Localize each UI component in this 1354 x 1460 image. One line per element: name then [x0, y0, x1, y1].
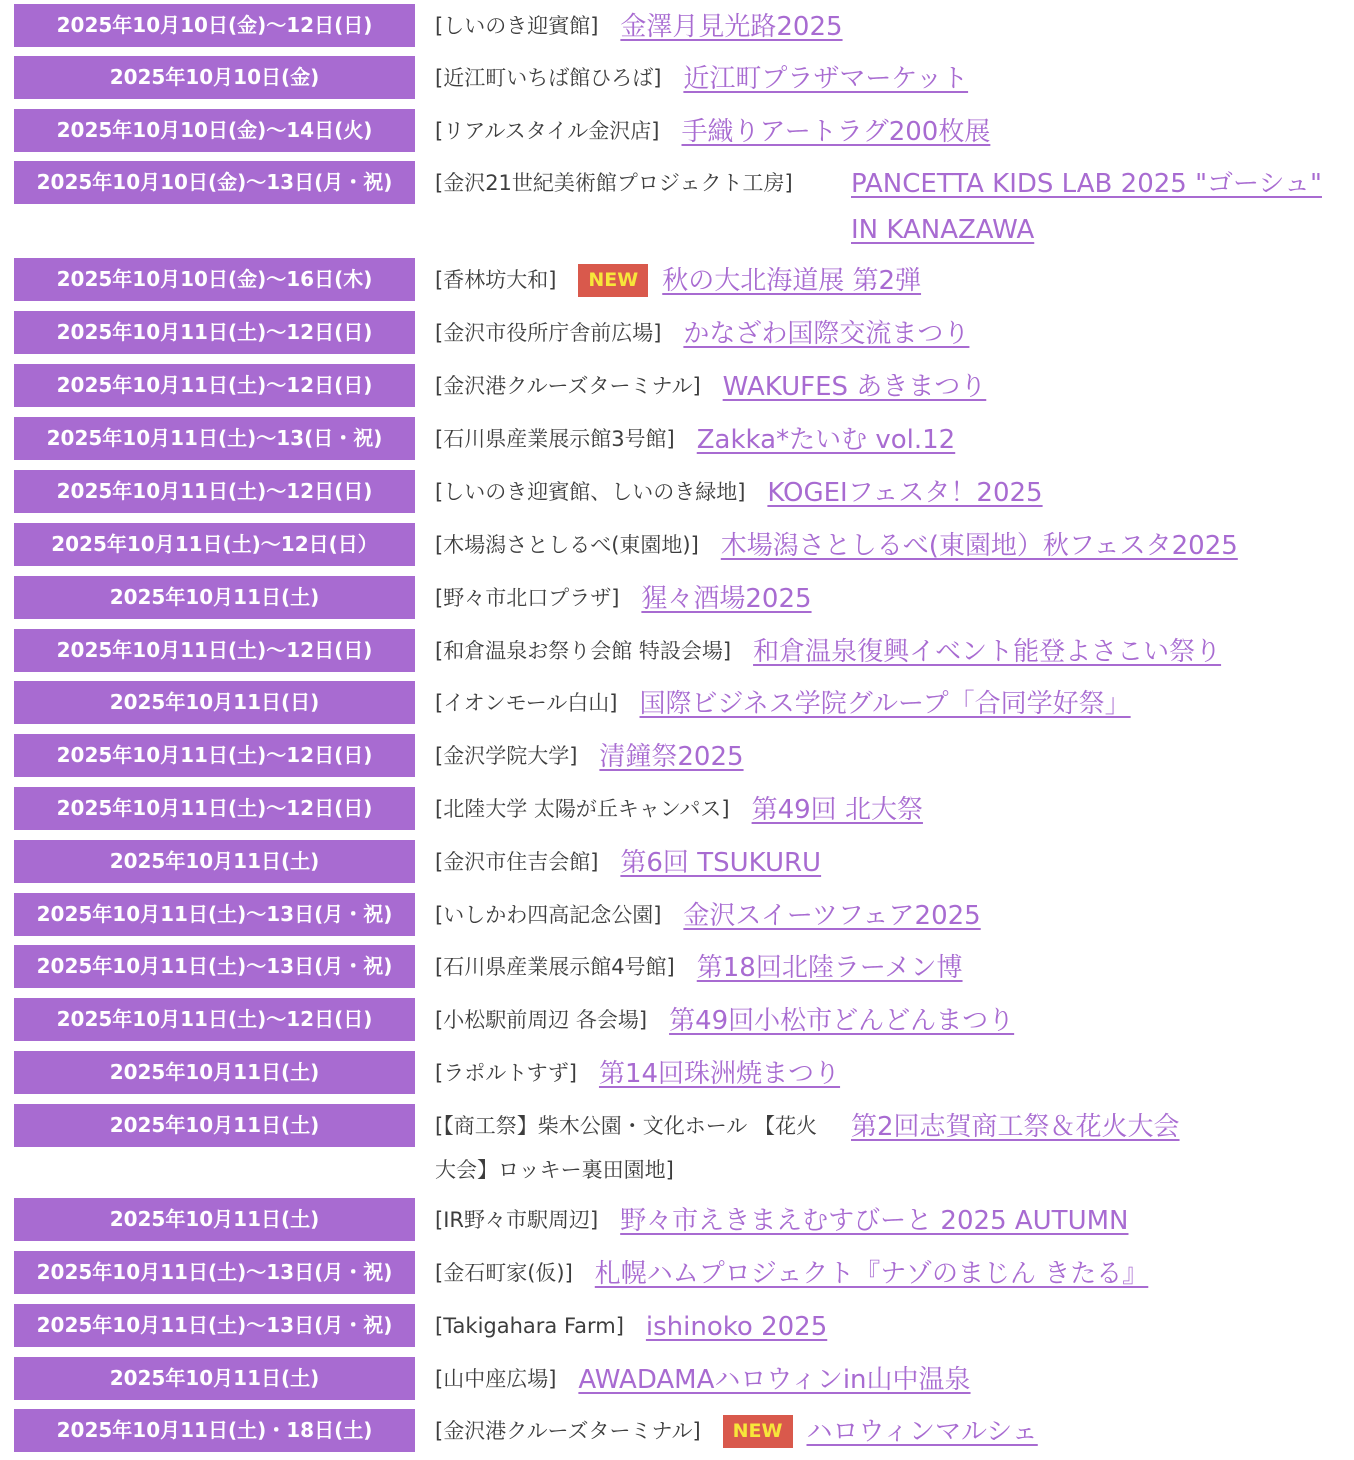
event-info: [435, 681, 1324, 727]
event-info: [435, 311, 1324, 357]
event-title-link[interactable]: 和倉温泉復興イベント能登よさこい祭り: [753, 637, 1222, 667]
event-venue: [野々市北口プラザ]: [435, 586, 620, 610]
event-info: [435, 945, 1324, 991]
event-title-link[interactable]: ハロウィンマルシェ: [806, 1417, 1038, 1447]
event-venue: [木場潟さとしるべ(東園地)]: [435, 533, 699, 557]
event-title-link[interactable]: ishinoko 2025: [645, 1312, 828, 1342]
event-date-label: 2025年10月11日(土)〜13日(月・祝): [14, 1251, 415, 1294]
event-info: [435, 364, 1324, 410]
event-date-label: 2025年10月10日(金)〜12日(日): [14, 4, 415, 47]
event-venue: [金沢港クルーズターミナル]: [435, 1419, 701, 1443]
event-date-label: 2025年10月11日(土)〜12日(日): [14, 734, 415, 777]
event-title-link[interactable]: 第2回志賀商工祭＆花火大会: [851, 1112, 1180, 1142]
event-info: [435, 56, 1324, 102]
event-date-label: 2025年10月11日(土)〜12日(日): [14, 311, 415, 354]
event-info: [435, 787, 1324, 833]
event-venue: [しいのき迎賓館、しいのき緑地]: [435, 480, 746, 504]
event-info: [435, 1104, 1324, 1192]
event-venue: [【商工祭】柴木公園・文化ホール 【花火大会】ロッキー裏田園地]: [435, 1114, 817, 1182]
event-title-link[interactable]: AWADAMAハロウィンin山中温泉: [578, 1365, 971, 1395]
event-title-link[interactable]: 猩々酒場2025: [641, 584, 812, 614]
event-date-label: 2025年10月10日(金)〜14日(火): [14, 109, 415, 152]
event-info: [435, 417, 1324, 463]
event-date-label: 2025年10月11日(土)〜13日(月・祝): [14, 945, 415, 988]
event-title-link[interactable]: Zakka*たいむ vol.12: [696, 425, 956, 455]
event-venue: [IR野々市駅周辺]: [435, 1208, 599, 1232]
event-title-link[interactable]: 第14回珠洲焼まつり: [598, 1059, 841, 1089]
event-date-label: 2025年10月11日(土): [14, 1051, 415, 1094]
event-date-label: 2025年10月11日(日): [14, 681, 415, 724]
event-date-label: 2025年10月11日(土): [14, 1104, 415, 1147]
new-badge: NEW: [578, 264, 648, 297]
event-info: [435, 258, 1324, 304]
event-info: [435, 4, 1324, 50]
event-date-label: 2025年10月11日(土)〜12日(日): [14, 787, 415, 830]
event-title-link[interactable]: 第6回 TSUKURU: [620, 848, 822, 878]
event-title-link[interactable]: 清鐘祭2025: [599, 742, 744, 772]
event-info: [435, 840, 1324, 886]
event-venue: [金石町家(仮)]: [435, 1261, 573, 1285]
event-info: [435, 1198, 1324, 1244]
event-info: [435, 1357, 1324, 1403]
event-venue: [Takigahara Farm]: [435, 1314, 624, 1338]
event-venue: [リアルスタイル金沢店]: [435, 119, 660, 143]
event-venue: [金沢港クルーズターミナル]: [435, 374, 701, 398]
event-title-link[interactable]: 第18回北陸ラーメン博: [696, 953, 963, 983]
event-title-link[interactable]: 手織りアートラグ200枚展: [681, 117, 991, 147]
event-date-label: 2025年10月11日(土)〜13日(月・祝): [14, 893, 415, 936]
event-venue: [いしかわ四高記念公園]: [435, 903, 662, 927]
event-date-label: 2025年10月11日(土): [14, 576, 415, 619]
event-title-link[interactable]: 野々市えきまえむすびーと 2025 AUTUMN: [620, 1206, 1129, 1236]
event-title-link[interactable]: KOGEIフェスタ！2025: [767, 478, 1043, 508]
event-info: [435, 161, 1324, 253]
event-venue: [金沢学院大学]: [435, 744, 578, 768]
event-venue: [北陸大学 太陽が丘キャンパス]: [435, 797, 730, 821]
event-date-label: 2025年10月11日(土)〜13日(月・祝): [14, 1304, 415, 1347]
event-info: [435, 1409, 1324, 1455]
event-venue: [山中座広場]: [435, 1367, 557, 1391]
event-title-link[interactable]: 金沢スイーツフェア2025: [683, 901, 981, 931]
event-info: [435, 1051, 1324, 1097]
event-date-label: 2025年10月11日(土): [14, 1198, 415, 1241]
event-info: [435, 893, 1324, 939]
event-title-link[interactable]: 第49回 北大祭: [751, 795, 923, 825]
event-venue: [石川県産業展示館3号館]: [435, 427, 675, 451]
event-info: [435, 1251, 1324, 1297]
event-date-label: 2025年10月11日(土)〜12日(日）: [14, 523, 415, 566]
event-venue: [イオンモール白山]: [435, 691, 618, 715]
event-info: [435, 629, 1324, 675]
event-info: [435, 1304, 1324, 1350]
new-badge: NEW: [723, 1415, 793, 1448]
event-date-label: 2025年10月10日(金)〜13日(月・祝): [14, 161, 415, 204]
event-date-label: 2025年10月11日(土)〜12日(日): [14, 364, 415, 407]
event-date-label: 2025年10月11日(土)・18日(土): [14, 1409, 415, 1452]
event-venue: [近江町いちば館ひろば]: [435, 66, 662, 90]
event-venue: [ラポルトすず]: [435, 1061, 577, 1085]
event-date-label: 2025年10月11日(土)〜13(日・祝): [14, 417, 415, 460]
event-info: [435, 576, 1324, 622]
event-title-link[interactable]: かなざわ国際交流まつり: [683, 319, 970, 349]
event-venue: [石川県産業展示館4号館]: [435, 955, 675, 979]
event-title-link[interactable]: 秋の大北海道展 第2弾: [662, 266, 922, 296]
event-venue: [和倉温泉お祭り会館 特設会場]: [435, 639, 732, 663]
event-title-link[interactable]: PANCETTA KIDS LAB 2025 "ゴーシュ" IN KANAZAWA: [851, 169, 1322, 245]
event-date-label: 2025年10月11日(土): [14, 1357, 415, 1400]
event-title-link[interactable]: 札幌ハムプロジェクト『ナゾのまじん きたる』: [594, 1259, 1149, 1289]
event-date-label: 2025年10月11日(土): [14, 840, 415, 883]
event-venue: [金沢市役所庁舎前広場]: [435, 321, 662, 345]
event-title-link[interactable]: 国際ビジネス学院グループ「合同学好祭」: [639, 689, 1131, 719]
event-info: [435, 470, 1324, 516]
event-title-link[interactable]: 木場潟さとしるべ(東園地）秋フェスタ2025: [720, 531, 1238, 561]
event-date-label: 2025年10月11日(土)〜12日(日): [14, 998, 415, 1041]
event-title-link[interactable]: WAKUFES あきまつり: [722, 372, 987, 402]
event-venue: [金沢21世紀美術館プロジェクト工房]: [435, 171, 793, 195]
event-info: [435, 998, 1324, 1044]
event-venue: [小松駅前周辺 各会場]: [435, 1008, 648, 1032]
event-info: [435, 109, 1324, 155]
event-date-label: 2025年10月11日(土)〜12日(日): [14, 629, 415, 672]
event-date-label: 2025年10月10日(金): [14, 56, 415, 99]
event-title-link[interactable]: 金澤月見光路2025: [620, 12, 843, 42]
event-info: [435, 734, 1324, 780]
event-venue: [香林坊大和]: [435, 268, 557, 292]
event-title-link[interactable]: 第49回小松市どんどんまつり: [669, 1006, 1015, 1036]
event-date-label: 2025年10月11日(土)〜12日(日): [14, 470, 415, 513]
event-date-label: 2025年10月10日(金)〜16日(木): [14, 258, 415, 301]
event-venue: [金沢市住吉会館]: [435, 850, 599, 874]
event-venue: [しいのき迎賓館]: [435, 14, 599, 38]
event-info: [435, 523, 1324, 569]
event-title-link[interactable]: 近江町プラザマーケット: [683, 64, 969, 94]
